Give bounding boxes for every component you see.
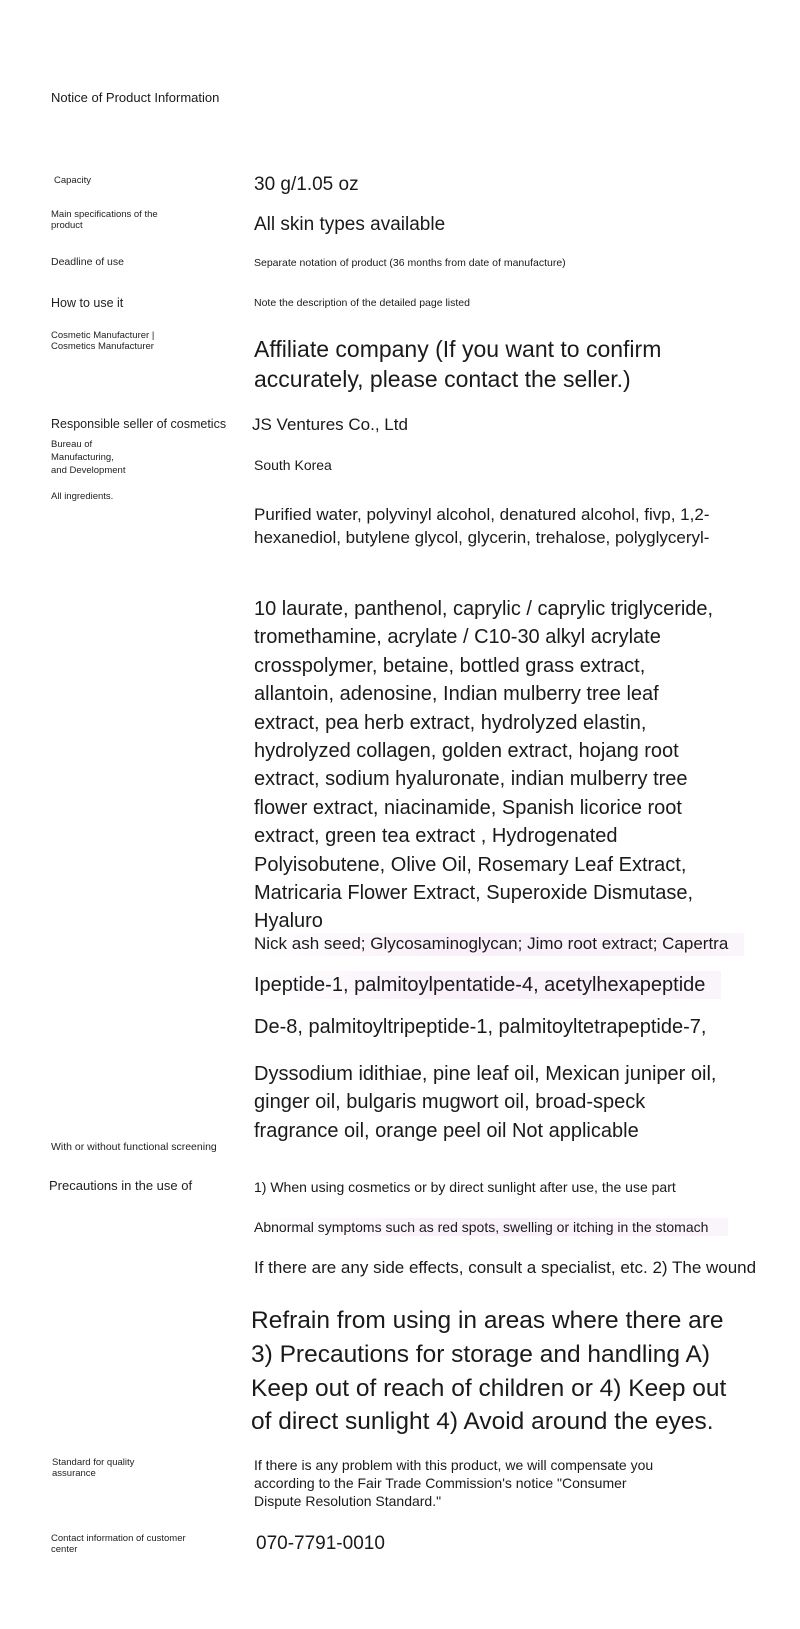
ingredients-part-2: 10 laurate, panthenol, caprylic / caprylic triglyceride, tromethamine, acrylate / C10-30 alkyl acrylate crosspolymer, betaine, bottled grass extract, allantoin, adenosine, Indian mulberry tree leaf extract, pea herb extract, hydrolyzed elastin, hydrolyzed collagen, golden extract, hojang root extract, sodium hyaluronate, indian mulberry tree flower extract, niacinamide, Spanish licorice root extract, green tea extract , Hydrogenated Polyisobutene, Olive Oil, Rosemary Leaf Extract, Matricaria Flower Extract, Superoxide Dismutase, Hyaluro bbox=[254, 598, 714, 933]
ingredients-part-1: Purified water, polyvinyl alcohol, denatured alcohol, fivp, 1,2-hexanediol, butylene glycol, glycerin, trehalose, polyglyceryl- bbox=[254, 505, 710, 547]
precautions-part-3: If there are any side effects, consult a specialist, etc. 2) The wound bbox=[254, 1258, 757, 1277]
precautions-part-1: 1) When using cosmetics or by direct sunlight after use, the use part bbox=[254, 1179, 676, 1195]
specs-label: Main specifications of the product bbox=[51, 209, 158, 231]
quality-label: Standard for quality assurance bbox=[52, 1457, 135, 1479]
deadline-label: Deadline of use bbox=[51, 256, 124, 268]
bureau-label: Bureau of Manufacturing, and Development bbox=[51, 439, 126, 476]
contact-label: Contact information of customer center bbox=[51, 1533, 186, 1555]
seller-label: Responsible seller of cosmetics bbox=[51, 417, 227, 431]
ingredients-part-5: De-8, palmitoyltripeptide-1, palmitoyltetrapeptide-7, bbox=[254, 1016, 707, 1038]
bureau-value: South Korea bbox=[254, 457, 332, 473]
precautions-label: Precautions in the use of bbox=[49, 1178, 193, 1193]
manufacturer-label: Cosmetic Manufacturer | Cosmetics Manufacturer bbox=[51, 330, 155, 352]
howto-value: Note the description of the detailed page listed bbox=[254, 297, 470, 309]
manufacturer-value: Affiliate company (If you want to confirm accurately, please contact the seller.) bbox=[254, 336, 662, 392]
capacity-value: 30 g/1.05 oz bbox=[254, 174, 359, 195]
ingredients-part-3: Nick ash seed; Glycosaminoglycan; Jimo root extract; Capertra bbox=[254, 933, 744, 956]
quality-value: If there is any problem with this product, we will compensate you according to the Fair Trade Commission's notice "Consumer Dispute Resolution Standard." bbox=[254, 1457, 654, 1510]
ingredients-label: All ingredients. bbox=[51, 491, 114, 502]
howto-label: How to use it bbox=[51, 296, 124, 310]
page-title: Notice of Product Information bbox=[51, 90, 220, 105]
ingredients-part-6: Dyssodium idithiae, pine leaf oil, Mexican juniper oil, ginger oil, bulgaris mugwort oil, broad-speck fragrance oil, orange peel oil Not applicable bbox=[254, 1063, 717, 1142]
ingredients-part-4: Ipeptide-1, palmitoylpentatide-4, acetylhexapeptide bbox=[254, 971, 721, 999]
precautions-part-4: Refrain from using in areas where there are 3) Precautions for storage and handling A) Keep out of reach of children or 4) Keep out of direct sunlight 4) Avoid around the eyes. bbox=[251, 1307, 727, 1436]
deadline-value: Separate notation of product (36 months from date of manufacture) bbox=[254, 257, 566, 269]
capacity-label: Capacity bbox=[54, 175, 91, 186]
contact-value: 070-7791-0010 bbox=[256, 1533, 385, 1554]
precautions-part-2: Abnormal symptoms such as red spots, swelling or itching in the stomach bbox=[254, 1218, 728, 1236]
screening-label: With or without functional screening bbox=[51, 1141, 217, 1153]
seller-value: JS Ventures Co., Ltd bbox=[252, 415, 408, 434]
specs-value: All skin types available bbox=[254, 214, 446, 235]
